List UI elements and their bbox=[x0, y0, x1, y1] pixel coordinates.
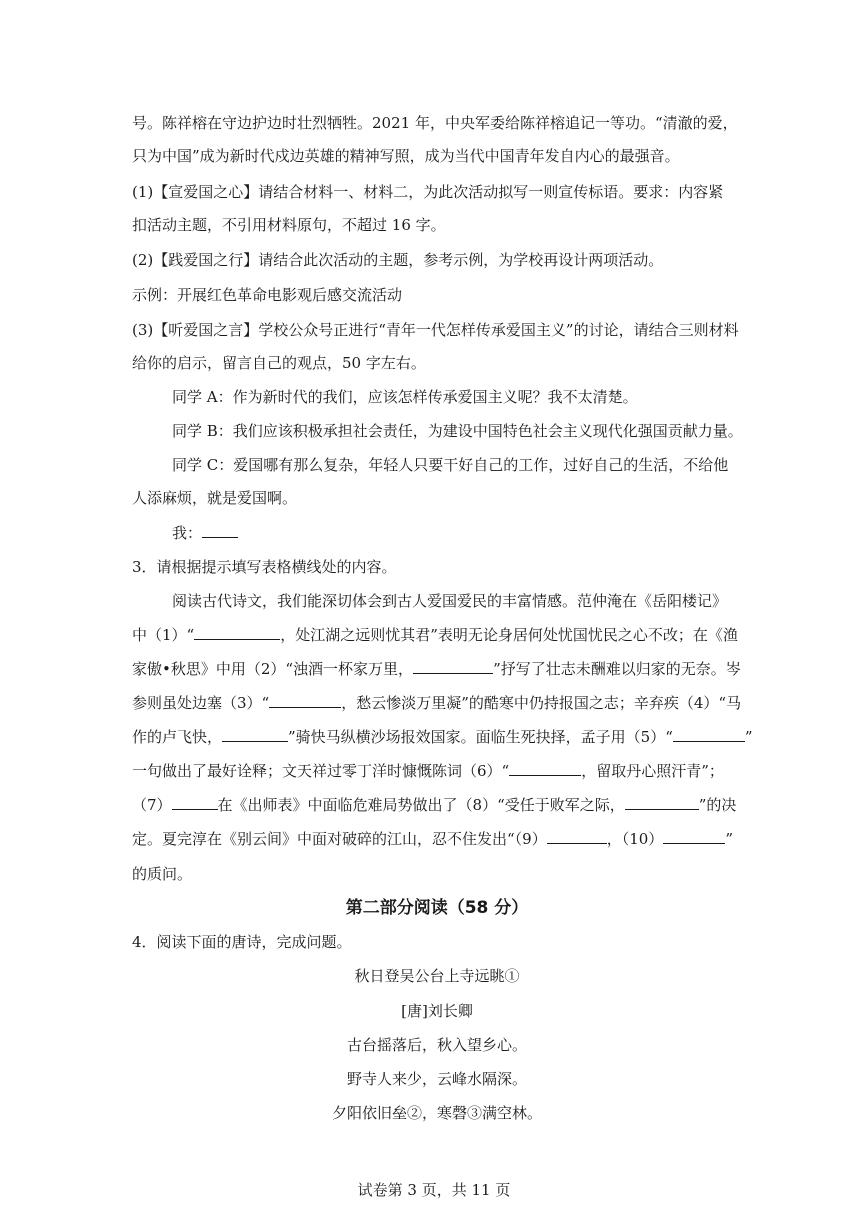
poem-author: [唐]刘长卿 bbox=[401, 1002, 473, 1020]
paragraph-line: 的质问。 bbox=[132, 865, 193, 883]
example-text: 示例：开展红色革命电影观后感交流活动 bbox=[132, 286, 403, 304]
fill-line bbox=[132, 693, 742, 713]
blank-9[interactable] bbox=[547, 829, 607, 844]
student-b-quote: 同学 B：我们应该积极承担社会责任，为建设中国特色社会主义现代化强国贡献力量。 bbox=[172, 422, 743, 440]
paragraph-line: 只为中国”成为新时代戍边英雄的精神写照，成为当代中国青年发自内心的最强音。 bbox=[132, 147, 680, 165]
text-span: 参则虽处边塞（3）“ bbox=[132, 694, 270, 712]
fill-line bbox=[132, 625, 742, 645]
text-span: 中（1）“ bbox=[132, 626, 195, 644]
fill-line bbox=[132, 829, 742, 849]
text-span: ” bbox=[744, 728, 753, 746]
fill-line bbox=[132, 659, 742, 679]
section-title: 第二部分阅读（58 分） bbox=[345, 898, 529, 918]
poem-line: 野寺人来少，云峰水隔深。 bbox=[346, 1070, 527, 1088]
blank-10[interactable] bbox=[663, 829, 725, 844]
student-a-quote: 同学 A：作为新时代的我们，应该怎样传承爱国主义呢？我不太清楚。 bbox=[172, 388, 638, 406]
text-span: 作的卢飞快， bbox=[132, 728, 223, 746]
question-2-prompt: (2)【践爱国之行】请结合此次活动的主题，参考示例，为学校再设计两项活动。 bbox=[132, 251, 664, 269]
paragraph-line: 阅读古代诗文，我们能深切体会到古人爱国爱民的丰富情感。范仲淹在《岳阳楼记》 bbox=[172, 592, 728, 610]
text-span: ”的决 bbox=[698, 796, 737, 814]
text-span: 家傲•秋思》中用（2）“浊酒一杯家万里， bbox=[132, 660, 414, 678]
answer-blank[interactable] bbox=[202, 523, 238, 538]
text-span: （7） bbox=[132, 796, 172, 814]
blank-8[interactable] bbox=[625, 795, 699, 810]
blank-4[interactable] bbox=[222, 727, 288, 742]
blank-6[interactable] bbox=[509, 761, 581, 776]
text-span: ，（10） bbox=[606, 830, 664, 848]
text-span: 一句做出了最好诠释；文天祥过零丁洋时慷慨陈词（6）“ bbox=[132, 762, 510, 780]
poem-line: 夕阳依旧垒②，寒磬③满空林。 bbox=[331, 1104, 542, 1122]
blank-1[interactable] bbox=[194, 625, 280, 640]
question-3-heading: 3．请根据提示填写表格横线处的内容。 bbox=[132, 558, 397, 576]
my-answer-line bbox=[172, 523, 742, 543]
text-span: 在《出师表》中面临危难局势做出了（8）“受任于败军之际， bbox=[217, 796, 625, 814]
text-span: ，留取丹心照汗青”； bbox=[581, 762, 724, 780]
poem-title: 秋日登吴公台上寺远眺① bbox=[354, 967, 520, 985]
question-4-heading: 4．阅读下面的唐诗，完成问题。 bbox=[132, 933, 352, 951]
student-c-quote-cont: 人添麻烦，就是爱国啊。 bbox=[132, 489, 298, 507]
question-3-prompt: (3)【听爱国之言】学校公众号正进行“青年一代怎样传承爱国主义”的讨论，请结合三则材料 bbox=[132, 321, 739, 339]
text-span: ” bbox=[725, 830, 733, 848]
fill-line bbox=[132, 795, 742, 815]
student-c-quote: 同学 C：爱国哪有那么复杂，年轻人只要干好自己的工作，过好自己的生活，不给他 bbox=[172, 456, 729, 474]
text-span: 定。夏完淳在《别云间》中面对破碎的江山，忍不住发出“（9） bbox=[132, 830, 547, 848]
blank-3[interactable] bbox=[269, 693, 341, 708]
paragraph-line: 号。陈祥榕在守边护边时壮烈牺牲。2021 年，中央军委给陈祥榕追记一等功。“清澈的爱， bbox=[132, 114, 738, 132]
question-1-prompt: (1)【宣爱国之心】请结合材料一、材料二，为此次活动拟写一则宣传标语。要求：内容紧 bbox=[132, 183, 724, 201]
text-span: ，处江湖之远则忧其君”表明无论身居何处忧国忧民之心不改；在《渔 bbox=[280, 626, 738, 644]
poem-line: 古台摇落后，秋入望乡心。 bbox=[346, 1036, 527, 1054]
my-label: 我： bbox=[172, 524, 203, 542]
question-3-prompt-cont: 给你的启示，留言自己的观点，50 字左右。 bbox=[132, 354, 426, 372]
blank-2[interactable] bbox=[413, 659, 493, 674]
question-1-prompt-cont: 扣活动主题，不引用材料原句，不超过 16 字。 bbox=[132, 216, 446, 234]
fill-line bbox=[132, 727, 753, 747]
page-footer: 试卷第 3 页，共 11 页 bbox=[357, 1181, 511, 1199]
text-span: ”骑快马纵横沙场报效国家。面临生死抉择，孟子用（5）“ bbox=[288, 728, 673, 746]
blank-5[interactable] bbox=[673, 727, 745, 742]
blank-7[interactable] bbox=[172, 795, 218, 810]
text-span: ”抒写了壮志未酬难以归家的无奈。岑 bbox=[493, 660, 741, 678]
fill-line bbox=[132, 761, 742, 781]
text-span: ，愁云惨淡万里凝”的酷寒中仍持报国之志；辛弃疾（4）“马 bbox=[341, 694, 742, 712]
